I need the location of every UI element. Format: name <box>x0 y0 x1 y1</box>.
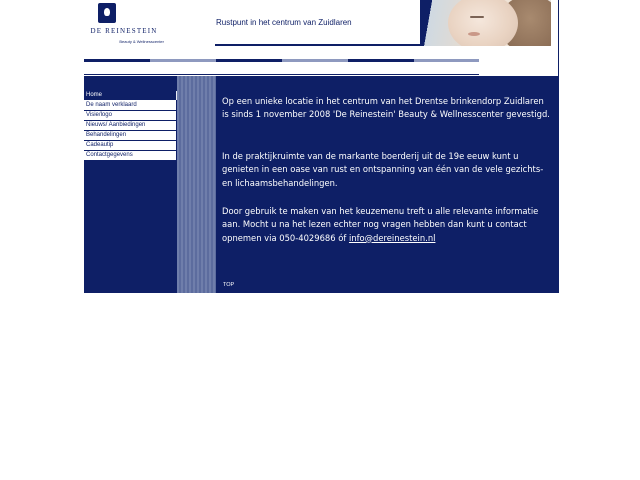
top-link[interactable]: TOP <box>223 282 235 288</box>
treatment-paragraph: In de praktijkruimte van de markante boerderij uit de 19e eeuw kunt u genieten in een oase van rust en ontspanning van één van de vele gezichts- en lichaamsbehandelingen. <box>222 151 544 188</box>
logo-emblem-icon <box>98 3 116 23</box>
logo[interactable] <box>84 0 164 48</box>
sidebar-item-cadeautip[interactable]: Cadeautip <box>84 141 176 151</box>
sidebar-item-home[interactable]: Home <box>84 91 176 101</box>
email-link[interactable]: info@dereinestein.nl <box>348 232 436 243</box>
main-content <box>216 76 558 293</box>
nav-strip <box>84 59 479 75</box>
nav-segment <box>216 59 282 62</box>
sidebar-menu <box>84 91 176 161</box>
photo-eye <box>470 16 484 18</box>
nav-underline <box>84 74 479 75</box>
intro-paragraph: Op een unieke locatie in het centrum van het Drentse brinkendorp Zuidlaren is sinds 1 november 2008 'De Reinestein' Beauty & Wellnesscenter gevestigd. <box>222 96 550 120</box>
logo-subtitle: Beauty & Wellnesscenter <box>119 39 164 44</box>
sidebar-item-de-naam-verklaard[interactable]: De naam verklaard <box>84 101 176 111</box>
page-border-right <box>558 0 559 293</box>
contact-text: Door gebruik te maken van het keuzemenu treft u alle relevante informatie aan. Mocht u na het lezen echter nog vragen hebben dan kunt u contact opnemen via 050-4029686 óf <box>222 206 539 243</box>
photo-face <box>448 0 518 46</box>
nav-segment <box>348 59 414 62</box>
logo-name: DE REINESTEIN <box>90 27 158 35</box>
sidebar-item-nieuws-aanbiedingen[interactable]: Nieuws/ Aanbiedingen <box>84 121 176 131</box>
nav-segment <box>84 59 150 62</box>
nav-segment <box>150 59 216 62</box>
photo-lips <box>468 32 480 36</box>
decorative-stripe <box>177 76 216 293</box>
contact-paragraph <box>222 205 552 245</box>
sidebar-item-visie-logo[interactable]: Visie/logo <box>84 111 176 121</box>
header-photo <box>420 0 551 46</box>
nav-segment <box>282 59 348 62</box>
nav-segment <box>414 59 479 62</box>
site-container <box>84 0 559 293</box>
sidebar <box>84 76 177 293</box>
sidebar-item-behandelingen[interactable]: Behandelingen <box>84 131 176 141</box>
sidebar-item-contactgegevens[interactable]: Contactgegevens <box>84 151 176 161</box>
header-tagline: Rustpunt in het centrum van Zuidlaren <box>216 18 352 27</box>
